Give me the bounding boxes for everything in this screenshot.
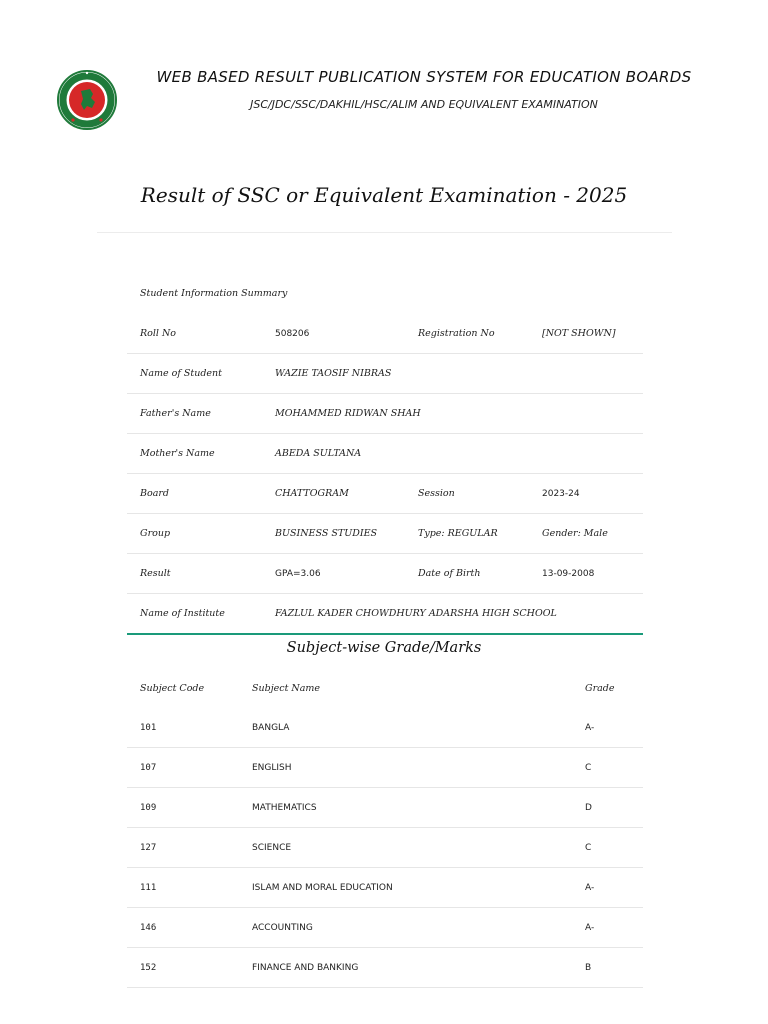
subject-grade: C [572,828,643,868]
subject-name: MATHEMATICS [239,788,572,828]
exam-title: Result of SSC or Equivalent Examination - 2025 [140,183,628,207]
subject-grade: A- [572,708,643,748]
registration-value: [NOT SHOWN] [529,314,643,354]
subject-name: FINANCE AND BANKING [239,948,572,988]
subject-code: 111 [127,868,239,908]
table-row [127,748,643,788]
subject-code: 152 [127,948,239,988]
subject-name: SCIENCE [239,828,572,868]
table-row [127,708,643,748]
subject-code: 109 [127,788,239,828]
session-value: 2023-24 [529,474,643,514]
table-row [127,868,643,908]
mother-name-label: Mother's Name [127,434,262,474]
subject-name: ACCOUNTING [239,908,572,948]
gender-value: Gender: Male [529,514,643,554]
roll-label: Roll No [127,314,262,354]
table-row [127,474,643,514]
table-row [127,394,643,434]
group-label: Group [127,514,262,554]
registration-label: Registration No [405,314,529,354]
subject-code: 101 [127,708,239,748]
dob-value: 13-09-2008 [529,554,643,594]
page-header [0,0,768,150]
subject-code: 146 [127,908,239,948]
subject-grade: B [572,948,643,988]
system-subtitle: JSC/JDC/SSC/DAKHIL/HSC/ALIM AND EQUIVALENT EXAMINATION [250,98,598,111]
subject-name: ENGLISH [239,748,572,788]
father-name-value: MOHAMMED RIDWAN SHAH [262,394,643,434]
subject-name: ISLAM AND MORAL EDUCATION [239,868,572,908]
mother-name-value: ABEDA SULTANA [262,434,643,474]
dob-label: Date of Birth [405,554,529,594]
result-value: GPA=3.06 [262,554,405,594]
subject-grade: A- [572,868,643,908]
type-value: Type: REGULAR [405,514,529,554]
student-name-label: Name of Student [127,354,262,394]
government-seal-logo [57,64,117,136]
table-row [127,514,643,554]
subject-name-header: Subject Name [252,683,321,694]
subject-grade: D [572,788,643,828]
table-row [127,354,643,394]
grade-header: Grade [585,683,615,694]
student-info-table [127,314,643,635]
system-title: WEB BASED RESULT PUBLICATION SYSTEM FOR EDUCATION BOARDS [156,68,692,86]
father-name-label: Father's Name [127,394,262,434]
table-row [127,948,643,988]
table-row [127,434,643,474]
table-row [127,554,643,594]
subject-code-header: Subject Code [140,683,205,694]
subject-grade: C [572,748,643,788]
group-value: BUSINESS STUDIES [262,514,405,554]
subject-grade: A- [572,908,643,948]
title-divider [97,232,672,233]
student-info-caption: Student Information Summary [140,288,288,299]
roll-value: 508206 [262,314,405,354]
table-header-row [127,669,643,708]
result-label: Result [127,554,262,594]
board-value: CHATTOGRAM [262,474,405,514]
subject-name: BANGLA [239,708,572,748]
student-name-value: WAZIE TAOSIF NIBRAS [262,354,643,394]
table-row [127,828,643,868]
subject-code: 127 [127,828,239,868]
institute-value: FAZLUL KADER CHOWDHURY ADARSHA HIGH SCHOOL [262,594,643,635]
table-row [127,314,643,354]
board-label: Board [127,474,262,514]
session-label: Session [405,474,529,514]
table-row [127,788,643,828]
table-row [127,908,643,948]
subjects-title: Subject-wise Grade/Marks [286,640,482,656]
subject-grades-table [127,669,643,988]
table-row [127,594,643,635]
institute-label: Name of Institute [127,594,262,635]
subject-code: 107 [127,748,239,788]
